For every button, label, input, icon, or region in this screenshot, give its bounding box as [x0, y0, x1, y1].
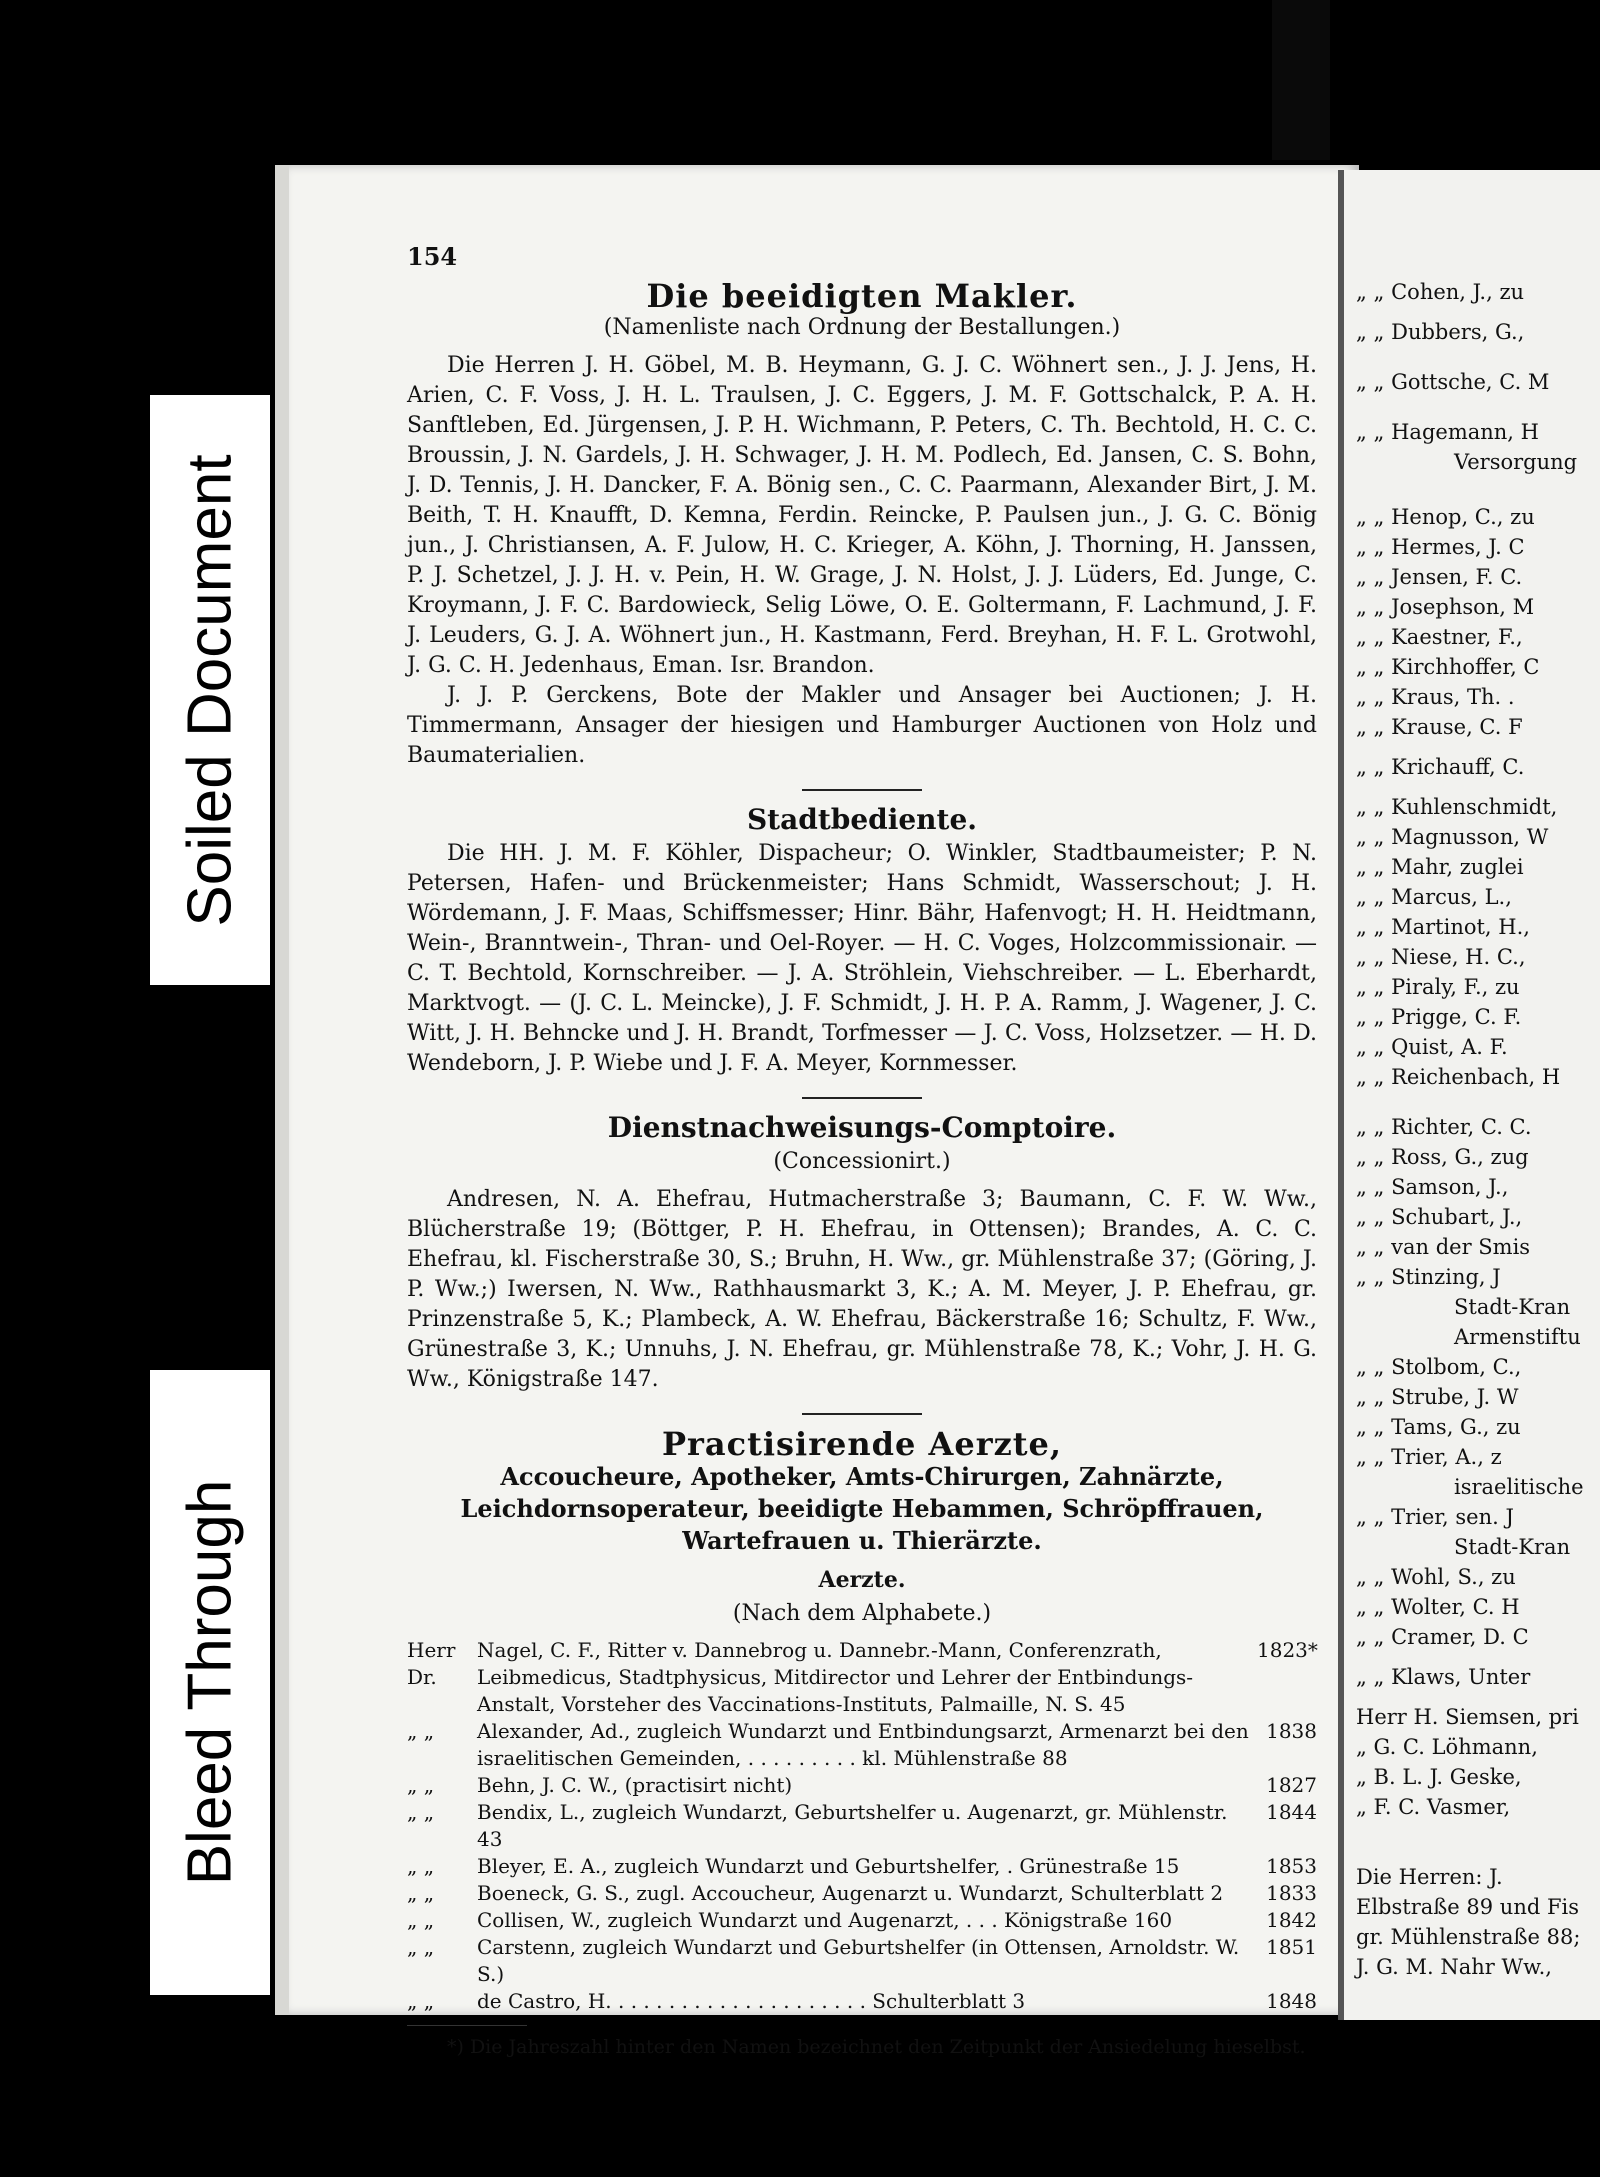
binding-shadow — [1272, 0, 1330, 160]
right-page-line: „ „ Cramer, D. C — [1356, 1625, 1529, 1649]
right-page-line: „ „ Prigge, C. F. — [1356, 1005, 1522, 1029]
right-page-line: „ „ Marcus, L., — [1356, 885, 1512, 909]
right-page-line: „ „ Jensen, F. C. — [1356, 565, 1523, 589]
right-page-line: „ „ Krichauff, C. — [1356, 755, 1525, 779]
list-item: „ „ Carstenn, zugleich Wundarzt und Geburtshelfer (in Ottensen, Arnoldstr. W. S.) 1851 — [407, 1935, 1317, 1986]
right-page-line: „ „ Reichenbach, H — [1356, 1065, 1561, 1089]
right-page-line: Stadt-Kran — [1454, 1295, 1571, 1319]
right-page-line: „ „ Cohen, J., zu — [1356, 280, 1525, 304]
right-page-line: „ „ Quist, A. F. — [1356, 1035, 1508, 1059]
aerzte-section: Aerzte. — [818, 1567, 906, 1593]
dienst-title: Dienstnachweisungs-Comptoire. — [607, 1111, 1117, 1144]
list-item: „ „ Behn, J. C. W., (practisirt nicht) 1827 — [407, 1773, 1317, 1797]
right-page-line: „ „ Kaestner, F., — [1356, 625, 1523, 649]
list-item: „ „ Alexander, Ad., zugleich Wundarzt und Entbindungsarzt, Armenarzt bei den israelitischen Gemeinden, . . . . . . . . . kl. Mühlenstraße 88 1838 — [407, 1719, 1317, 1770]
right-page-line: „ „ Wolter, C. H — [1356, 1595, 1520, 1619]
right-page-line: „ „ Josephson, M — [1356, 595, 1535, 619]
right-page-line: israelitische — [1454, 1475, 1584, 1499]
divider — [802, 1097, 922, 1099]
right-page-line: „ „ Stinzing, J — [1356, 1265, 1501, 1289]
list-item: „ „ Bleyer, E. A., zugleich Wundarzt und Geburtshelfer, . Grünestraße 15 1853 — [407, 1854, 1317, 1878]
right-page-line: Herr H. Siemsen, pri — [1356, 1705, 1579, 1729]
right-page-line: „ „ van der Smis — [1356, 1235, 1531, 1259]
right-page-line: „ „ Ross, G., zug — [1356, 1145, 1529, 1169]
right-page-line: „ „ Niese, H. C., — [1356, 945, 1526, 969]
stadtbediente-title: Stadtbediente. — [746, 803, 978, 836]
right-page-line: J. G. M. Nahr Ww., — [1356, 1955, 1552, 1979]
dienst-text: Andresen, N. A. Ehefrau, Hutmacherstraße 3; Baumann, C. F. W. Ww., Blücherstraße 19; (Böttger, P. H. Ehefrau, in Ottensen); Brandes, A. C. C. Ehefrau, kl. Fischerstraße 30, S.; Bruhn, H. Ww., gr. Mühlenstraße 37; (Göring, J. P. Ww.;) Iwersen, N. Ww., Rathhausmarkt 3, K.; A. M. Meyer, J. P. Ehefrau, gr. Prinzenstraße 5, K.; Plambeck, A. W. Ehefrau, Bäckerstraße 16; Schultz, F. Ww., Grünestraße 3, K.; Unnuhs, J. N. Ehefrau, gr. Mühlenstraße 78, K.; Vohr, J. H. G. Ww., Königstraße 147. — [407, 1187, 1317, 1392]
right-page-line: „ „ Trier, A., z — [1356, 1445, 1502, 1469]
right-page-line: „ G. C. Löhmann, — [1356, 1735, 1538, 1759]
right-page-line: „ „ Schubart, J., — [1356, 1205, 1523, 1229]
stadtbediente-text: Die HH. J. M. F. Köhler, Dispacheur; O. Winkler, Stadtbaumeister; P. N. Petersen, Hafen- und Brückenmeister; Hans Schmidt, Wasserschout; J. H. Wördemann, J. F. Maas, Schiffsmesser; Hinr. Bähr, Hafenvogt; H. H. Heidtmann, Wein-, Branntwein-, Thran- und Oel-Royer. — H. C. Voges, Holzcommissionair. — C. T. Bechtold, Kornschreiber. — J. A. Ströhlein, Viehschreiber. — L. Eberhardt, Marktvogt. — (J. C. L. Meincke), J. F. Schmidt, J. H. P. A. Ramm, J. Wagener, J. C. Witt, J. H. Behncke und J. H. Brandt, Torfmesser — J. C. Voss, Holzsetzer. — H. D. Wendeborn, J. P. Wiebe und J. F. A. Meyer, Kornmesser. — [407, 841, 1317, 1076]
makler-names: Die Herren J. H. Göbel, M. B. Heymann, G. J. C. Wöhnert sen., J. J. Jens, H. Arien, C. F. Voss, J. H. L. Traulsen, J. C. Eggers, J. M. F. Gottschalck, P. A. H. Sanftleben, Ed. Jürgensen, J. P. H. Wichmann, P. Peters, C. Th. Bechtold, H. C. C. Broussin, J. N. Gardels, J. H. Schwager, J. H. M. Podlech, Ed. Jansen, C. S. Bohn, J. D. Tennis, J. H. Dancker, F. A. Bönig sen., C. C. Paarmann, Alexander Birt, J. M. Beith, T. H. Knaufft, D. Kemna, Ferdin. Reincke, P. Paulsen jun., J. G. C. Bönig jun., J. Christiansen, A. F. Julow, H. C. Krieger, A. Köhn, J. Thorning, H. Janssen, P. J. Schetzel, J. J. H. v. Pein, H. W. Grage, J. N. Holst, J. J. Lüders, Ed. Junge, C. Kroymann, J. F. C. Bardowieck, Selig Löwe, O. E. Goltermann, F. Lachmund, J. F. J. Leuders, G. J. A. Wöhnert jun., H. Kastmann, Ferd. Breyhan, H. F. L. Grotwohl, J. G. C. H. Jedenhaus, Eman. Isr. Brandon. — [407, 353, 1317, 678]
right-page-line: „ „ Richter, C. C. — [1356, 1115, 1532, 1139]
right-page-line: „ „ Hagemann, H — [1356, 420, 1539, 444]
right-page-line: „ „ Kirchhoffer, C — [1356, 655, 1540, 679]
page-number: 154 — [407, 242, 458, 271]
right-page-line: Elbstraße 89 und Fis — [1356, 1895, 1580, 1919]
footnote-rule — [407, 2025, 527, 2026]
list-item: „ „ Collisen, W., zugleich Wundarzt und Augenarzt, . . . Königstraße 160 1842 — [407, 1908, 1317, 1932]
aerzte-list — [407, 1637, 1317, 2015]
right-page-line: „ F. C. Vasmer, — [1356, 1795, 1511, 1819]
right-page-line: „ „ Martinot, H., — [1356, 915, 1530, 939]
right-page-line: „ „ Trier, sen. J — [1356, 1505, 1514, 1529]
list-item: „ „ Bendix, L., zugleich Wundarzt, Geburtshelfer u. Augenarzt, gr. Mühlenstr. 43 1844 — [407, 1800, 1317, 1851]
list-item: „ „ Boeneck, G. S., zugl. Accoucheur, Augenarzt u. Wundarzt, Schulterblatt 2 1833 — [407, 1881, 1317, 1905]
right-page-line: „ „ Strube, J. W — [1356, 1385, 1519, 1409]
right-page-line: „ „ Magnusson, W — [1356, 825, 1549, 849]
right-page-line: „ „ Krause, C. F — [1356, 715, 1523, 739]
footnote: *) Die Jahreszahl hinter den Namen bezeichnet den Zeitpunkt der Ansiedelung hieselbst. — [447, 2036, 1306, 2058]
makler-subtitle: (Namenliste nach Ordnung der Bestallungen.) — [603, 315, 1121, 340]
right-page-line: Versorgung — [1454, 450, 1578, 474]
right-page-line: Stadt-Kran — [1454, 1535, 1571, 1559]
right-page-line: „ „ Wohl, S., zu — [1356, 1565, 1516, 1589]
right-page-line: „ „ Tams, G., zu — [1356, 1415, 1521, 1439]
aerzte-order: (Nach dem Alphabete.) — [732, 1601, 992, 1626]
label-soiled-document: Soiled Document — [150, 395, 270, 985]
aerzte-subtitle: Accoucheure, Apotheker, Amts-Chirurgen, Zahnärzte, Leichdornsoperateur, beeidigte Hebammen, Schröpffrauen, Wartefrauen u. Thierärzte. — [460, 1462, 1264, 1555]
right-page-line: „ „ Kraus, Th. . — [1356, 685, 1515, 709]
list-item: Herr Dr. Nagel, C. F., Ritter v. Dannebrog u. Dannebr.-Mann, Conferenzrath, Leibmedicus, Stadtphysicus, Mitdirector und Lehrer der Entbindungs-Anstalt, Vorsteher des Vaccinations-Instituts, Palmaille, N. S. 45 1823* — [407, 1638, 1318, 1716]
right-page-line: „ „ Gottsche, C. M — [1356, 370, 1550, 394]
list-item: „ „ de Castro, H. . . . . . . . . . . . . . . . . . . . . Schulterblatt 3 1848 — [407, 1989, 1317, 2013]
right-page-line: „ „ Mahr, zuglei — [1356, 855, 1524, 879]
makler-title: Die beeidigten Makler. — [646, 277, 1078, 315]
label-bleed-through: Bleed Through — [150, 1370, 270, 1995]
divider — [802, 789, 922, 791]
right-page-line: „ „ Samson, J., — [1356, 1175, 1509, 1199]
right-page-line: gr. Mühlenstraße 88; — [1356, 1925, 1581, 1949]
right-page-line: „ „ Piraly, F., zu — [1356, 975, 1520, 999]
divider — [802, 1413, 922, 1415]
dienst-subtitle: (Concessionirt.) — [773, 1149, 951, 1174]
left-page — [275, 165, 1359, 2058]
page-content — [407, 275, 1317, 2062]
right-page-line: „ „ Henop, C., zu — [1356, 505, 1535, 529]
right-page — [1338, 170, 1600, 2020]
right-page-line: „ B. L. J. Geske, — [1356, 1765, 1522, 1789]
right-page-line: Armenstiftu — [1454, 1325, 1581, 1349]
right-page-line: „ „ Stolbom, C., — [1356, 1355, 1522, 1379]
right-page-line: „ „ Kuhlenschmidt, — [1356, 795, 1558, 819]
right-page-line: „ „ Klaws, Unter — [1356, 1665, 1531, 1689]
right-page-line: „ „ Dubbers, G., — [1356, 320, 1525, 344]
makler-bote: J. J. P. Gerckens, Bote der Makler und Ansager bei Auctionen; J. H. Timmermann, Ansager der hiesigen und Hamburger Auctionen von Holz und Baumaterialien. — [407, 683, 1317, 768]
right-page-line: Die Herren: J. — [1356, 1865, 1503, 1889]
aerzte-title: Practisirende Aerzte, — [661, 1425, 1063, 1463]
right-page-line: „ „ Hermes, J. C — [1356, 535, 1525, 559]
